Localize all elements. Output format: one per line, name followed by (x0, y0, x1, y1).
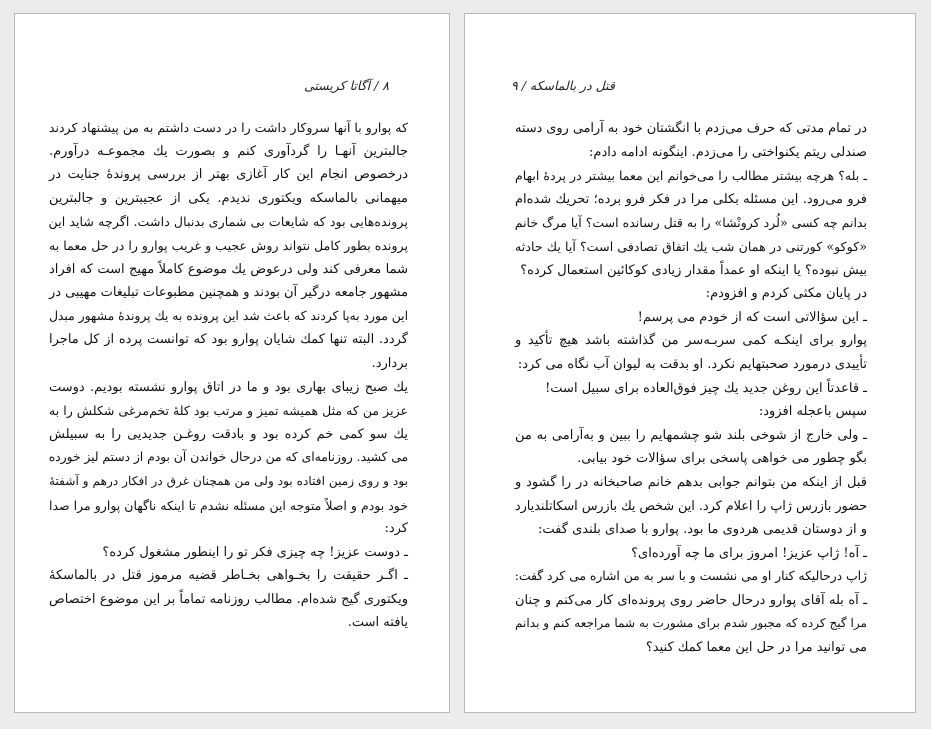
text-line: بگو چطور می خواهی پاسخی برای سؤالات خود بیابی. (577, 451, 867, 467)
text-line: ـ آه! ژاپ عزیز! امروز برای ما چه آورده‌ای؟ (631, 545, 867, 561)
text-line: قبل از اینکه من بتوانم جوابی بدهم خانم صاحبخانه در را گشود و (515, 474, 867, 490)
text-line: حضور بازرس ژاپ را اعلام کرد. این شخص یك بازرس اسکاتلندیارد (514, 498, 867, 514)
text-line: جالبترین آنهـا را گردآوری کنم و بصورت یك مجموعـه درآورم. (49, 143, 408, 159)
text-line: که پوارو با آنها سروکار داشت را در دست داشتم به من پیشنهاد کردند (48, 120, 408, 135)
text-line: تأییدی درمورد صحبتهایم نکرد. او بدقت به لیوان آب نگاه می کرد: (517, 356, 867, 372)
left-page-body (49, 116, 408, 635)
text-line: در تمام مدتی که حرف می‌زدم با انگشتان خود به آرامی روی دسته (515, 121, 867, 136)
text-line: درخصوص انجام این کار آغازی بهتر از بررسی پروندهٔ جنایت در (49, 167, 408, 183)
text-line: ـ اگـر حقیقت را بخـواهی بخـاطر قضیه مرموز قتل در بالماسکهٔ (49, 568, 408, 584)
right-page (464, 13, 916, 713)
text-line: مرا گیج کرده که مجبور شدم برای مشورت به شما مراجعه کنم و بدانم (515, 616, 867, 631)
text-line: بود و روی زمین افتاده بود ولی من همچنان غرق در افکار درهم و آشفتهٔ (49, 473, 408, 488)
text-line: شما معرفی کند ولی درعوض یك موضوع کاملاً مهیج است که افراد (49, 261, 408, 277)
text-line: ـ آه بله آقای پوارو درحال حاضر روی پرونده‌ای کار می‌کنم و چنان (515, 592, 867, 608)
text-line: یك سو کمی خم کرده بود و بادقت روغـن جدیدیی را به سبیلش (49, 426, 408, 442)
text-line: این مورد به‌پا کردند که باعث شد این پرونده به یك پروندهٔ مشهور مبدل (49, 308, 408, 323)
text-line: پرونده‌هایی بود که شایعات بی شماری بدنبال داشت. اگرچه شاید این (48, 214, 408, 230)
text-line: ویکتوری گیج شده‌ام. مطالب روزنامه تماماً بر این موضوع اختصاص (49, 591, 408, 607)
text-line: در پایان مکثی کردم و افزودم: (705, 286, 867, 302)
text-line: فرو می‌رود. این مسئله بکلی مرا در فکر فرو برده؛ تحریك شده‌ام (515, 191, 867, 207)
right-page-body (515, 117, 867, 660)
text-line: بیش نبوده؟ یا اینکه او عمداً مقدار زیادی کوکائین استعمال کرده؟ (520, 262, 867, 278)
text-line: کرد: (384, 521, 408, 537)
text-line: می توانید مرا در حل این معما کمك کنید؟ (645, 640, 867, 656)
text-line: ژاپ درحالیکه کنار او می نشست و با سر به من اشاره می کرد گفت: (514, 569, 867, 584)
left-page (14, 13, 450, 713)
right-page-header: قتل در بالماسکه / ۹ (511, 78, 615, 93)
text-line: پوارو برای اینکـه کمی سربـه‌سر من گذاشته باشد هیچ تأکید و (515, 333, 867, 349)
text-line: و از دوستان قدیمی هردوی ما بود. پوارو با صدای بلندی گفت: (538, 522, 867, 538)
text-line: ـ این سؤالاتی است که از خودم می پرسم! (637, 309, 867, 325)
text-line: ـ ولی خارج از شوخی بلند شو چشمهایم را ببین و به‌آرامی به من (515, 427, 867, 443)
left-page-header: ۸ / آگاتا کریستی (303, 78, 389, 93)
text-line: صندلی ریتم یکنواختی را می‌زدم. اینگونه ادامه دادم: (589, 144, 867, 160)
text-line: عزیز من که مثل همیشه تمیز و مرتب بود کلهٔ تخم‌مرغی شکلش را به (49, 403, 408, 419)
text-line: سپس باعجله افزود: (758, 404, 867, 420)
text-line: ـ بله؟ هرچه بیشتر مطالب را می‌خوانم این معما بیشتر در پردهٔ ابهام (515, 168, 867, 184)
text-line: پرونده بطور کامل نتواند روش عجیب و غریب پوارو را در حل معما به (49, 237, 408, 253)
text-line: گردد. البته تنها کمك شایان پوارو بود که توانست پرده از کل ماجرا (49, 332, 408, 348)
text-line: بردارد. (371, 355, 408, 371)
text-line: می کشید. روزنامه‌ای که من درحال خواندن آن بودم از دستم لیز خورده (48, 450, 408, 465)
text-line: مشهور جامعه درگیر آن بودند و همچنین مطبوعات تبلیغات مهیبی در (49, 285, 408, 301)
text-line: خود بودم و اصلاً متوجه این مسئله نشدم تا اینکه ناگهان پوارو مرا صدا (49, 497, 408, 513)
text-line: «کوکو» کورتنی در همان شب یك اتفاق تصادفی است؟ آیا یك حادثه (515, 238, 867, 254)
text-line: ـ دوست عزیز! چه چیزی فکر تو را اینطور مشغول کرده؟ (102, 544, 408, 560)
text-line: یك صبح زیبای بهاری بود و ما در اتاق پوارو نشسته بودیم. دوست (49, 379, 408, 395)
text-line: میهمانی بالماسکه ویکتوری ندیدم. یکی از عجیبترین و جالبترین (49, 190, 408, 206)
text-line: ـ قاعدتاً این روغن جدید یك چیز فوق‌العاده برای سبیل است! (545, 380, 867, 396)
text-line: بدانم چه کسی «لُرد کرونْشا» را به قتل رسانده است؟ آیا مرگ خانم (514, 215, 867, 231)
text-line: یافته است. (347, 615, 408, 631)
